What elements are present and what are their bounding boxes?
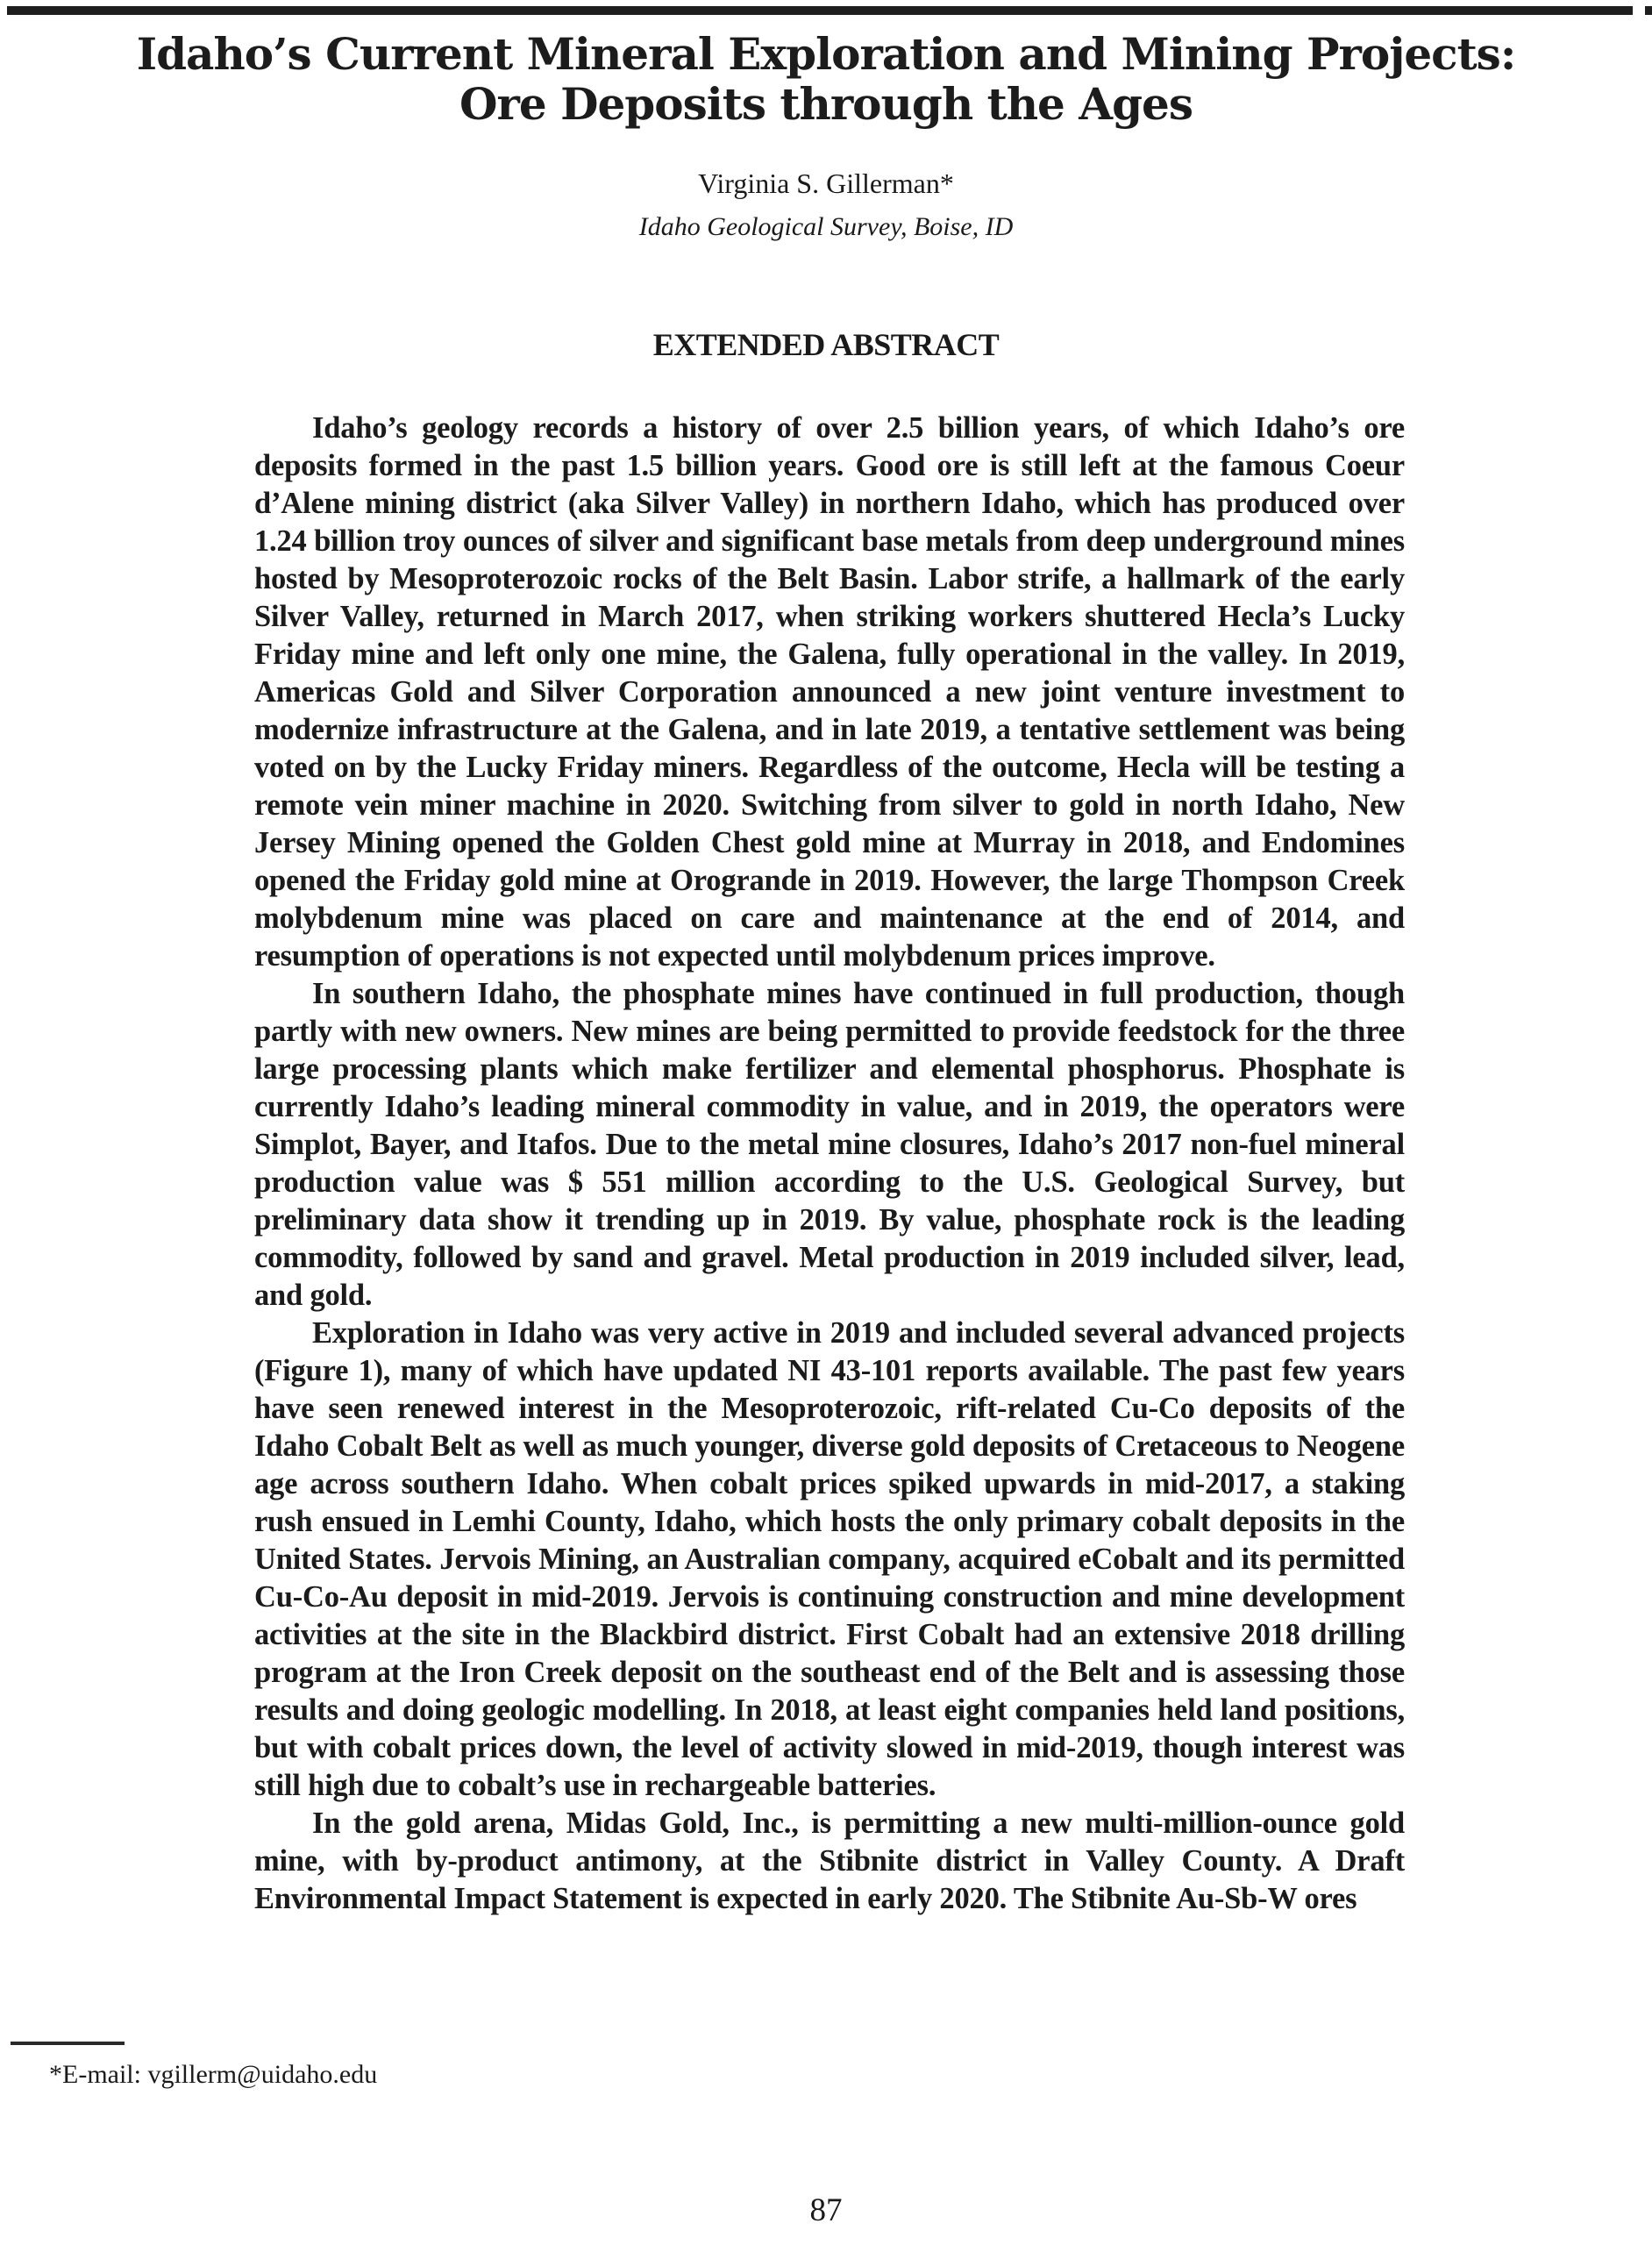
footnote-rule (11, 2042, 125, 2045)
abstract-paragraph-2: In southern Idaho, the phosphate mines have continued in full production, though partly with new owners. New mines are being permitted to provide feedstock for the three large processing plants which make fertilizer and elemental phosphorus. Phosphate is currently Idaho’s leading mineral commodity in value, and in 2019, the operators were Simplot, Bayer, and Itafos. Due to the metal mine closures, Idaho’s 2017 non-fuel mineral production value was $ 551 million according to the U.S. Geological Survey, but preliminary data show it trending up in 2019. By value, phosphate rock is the leading commodity, followed by sand and gravel. Metal production in 2019 included silver, lead, and gold. (254, 977, 1405, 1312)
page-number: 87 (809, 2192, 843, 2228)
abstract-paragraph-3: Exploration in Idaho was very active in 2019 and included several advanced projects (Figure 1), many of which have updated NI 43-101 reports available. The past few years have seen renewed interest in the Mesoproterozoic, rift-related Cu-Co deposits of the Idaho Cobalt Belt as well as much younger, diverse gold deposits of Cretaceous to Neogene age across southern Idaho. When cobalt prices spiked upwards in mid-2017, a staking rush ensued in Lemhi County, Idaho, which hosts the only primary cobalt deposits in the United States. Jervois Mining, an Australian company, acquired eCobalt and its permitted Cu-Co-Au deposit in mid-2019. Jervois is continuing construction and mine development activities at the site in the Blackbird district. First Cobalt had an extensive 2018 drilling program at the Iron Creek deposit on the southeast end of the Belt and is assessing those results and doing geologic modelling. In 2018, at least eight companies held land positions, but with cobalt prices down, the level of activity slowed in mid-2019, though interest was still high due to cobalt’s use in rechargeable batteries. (254, 1316, 1405, 1802)
top-rule (7, 6, 1633, 15)
section-heading: EXTENDED ABSTRACT (652, 327, 1000, 362)
abstract-paragraph-1: Idaho’s geology records a history of over 2.5 billion years, of which Idaho’s ore deposits formed in the past 1.5 billion years. Good ore is still left at the famous Coeur d’Alene mining district (aka Silver Valley) in northern Idaho, which has produced over 1.24 billion troy ounces of silver and significant base metals from deep underground mines hosted by Mesoproterozoic rocks of the Belt Basin. Labor strife, a hallmark of the early Silver Valley, returned in March 2017, when striking workers shuttered Hecla’s Lucky Friday mine and left only one mine, the Galena, fully operational in the valley. In 2019, Americas Gold and Silver Corporation announced a new joint venture investment to modernize infrastructure at the Galena, and in late 2019, a tentative settlement was being voted on by the Lucky Friday miners. Regardless of the outcome, Hecla will be testing a remote vein miner machine in 2020. Switching from silver to gold in north Idaho, New Jersey Mining opened the Golden Chest gold mine at Murray in 2018, and Endomines opened the Friday gold mine at Orogrande in 2019. However, the large Thompson Creek molybdenum mine was placed on care and maintenance at the end of 2014, and resumption of operations is not expected until molybdenum prices improve. (254, 411, 1405, 973)
page-title (0, 29, 1652, 129)
page-title-line2: Ore Deposits through the Ages (459, 78, 1193, 130)
abstract-body (254, 410, 1405, 1918)
top-rule-right-nub (1645, 6, 1652, 15)
author: Virginia S. Gillerman* (698, 167, 954, 199)
abstract-paragraph-4: In the gold arena, Midas Gold, Inc., is permitting a new multi-million-ounce gold mine, with by-product antimony, at the Stibnite district in Valley County. A Draft Environmental Impact Statement is expected in early 2020. The Stibnite Au-Sb-W ores (254, 1807, 1405, 1915)
page-title-line1: Idaho’s Current Mineral Exploration and Mining Projects: (136, 28, 1516, 80)
affiliation: Idaho Geological Survey, Boise, ID (638, 212, 1014, 241)
footnote-email: *E-mail: vgillerm@uidaho.edu (49, 2060, 378, 2089)
